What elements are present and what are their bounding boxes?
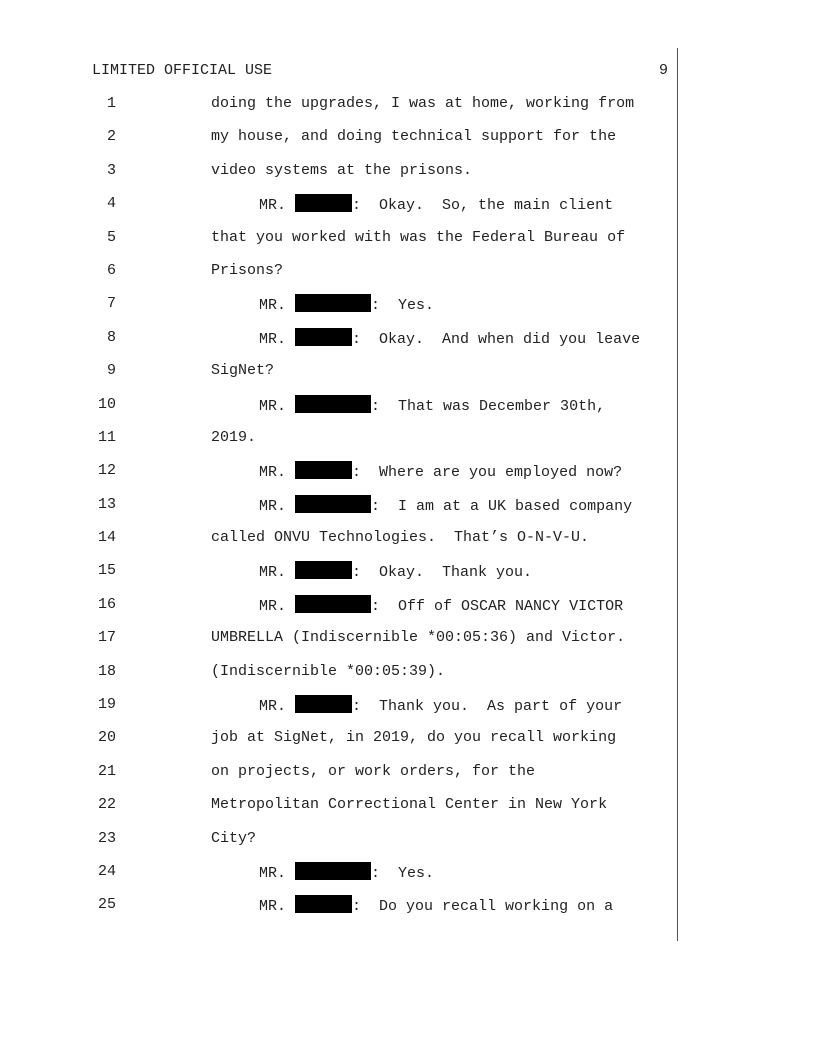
line-text: Metropolitan Correctional Center in New York [211,796,608,814]
line-number: 15 [97,562,116,580]
redaction-block [295,695,352,713]
speaker-title: MR. [259,898,287,916]
transcript-body [0,94,700,929]
line-text: video systems at the prisons. [211,161,473,179]
speaker-line [259,461,622,483]
speaker-title: MR. [259,330,287,348]
transcript-line [0,762,700,795]
line-text: job at SigNet, in 2019, do you recall working [211,729,617,747]
transcript-line [0,662,700,695]
redaction-block [295,495,371,513]
redaction-block [295,328,352,346]
line-number: 4 [106,195,116,213]
line-text: : Okay. So, the main client [352,197,614,215]
line-number: 21 [97,762,116,780]
line-number: 22 [97,796,116,814]
line-number: 9 [106,362,116,380]
speaker-title: MR. [259,864,287,882]
speaker-line [259,495,632,517]
speaker-line [259,194,613,216]
transcript-line [0,94,700,127]
line-text: : Yes. [371,297,435,315]
line-text: : Off of OSCAR NANCY VICTOR [371,597,624,615]
transcript-line [0,862,700,895]
line-text: : Thank you. As part of your [352,698,623,716]
redaction-block [295,461,352,479]
line-text: : I am at a UK based company [371,497,633,515]
speaker-line [259,695,622,717]
line-number: 12 [97,462,116,480]
transcript-line [0,795,700,828]
speaker-line [259,395,605,417]
redaction-block [295,895,352,913]
speaker-title: MR. [259,197,287,215]
speaker-title: MR. [259,397,287,415]
speaker-line [259,328,640,350]
page-header [92,61,668,81]
line-number: 25 [97,896,116,914]
line-text: : Okay. Thank you. [352,564,533,582]
line-text: : That was December 30th, [371,397,606,415]
redaction-block [295,194,352,212]
transcript-line [0,495,700,528]
speaker-title: MR. [259,497,287,515]
line-text: Prisons? [211,261,284,279]
line-number: 10 [97,395,116,413]
line-text: SigNet? [211,362,275,380]
speaker-line [259,862,434,884]
line-text: : Do you recall working on a [352,898,614,916]
line-number: 24 [97,862,116,880]
line-number: 6 [106,261,116,279]
transcript-line [0,194,700,227]
redaction-block [295,595,371,613]
transcript-line [0,161,700,194]
line-number: 5 [106,228,116,246]
transcript-line [0,127,700,160]
transcript-line [0,461,700,494]
speaker-line [259,294,434,316]
redaction-block [295,862,371,880]
transcript-line [0,261,700,294]
line-number: 19 [97,696,116,714]
line-number: 17 [97,629,116,647]
transcript-line [0,695,700,728]
transcript-line [0,561,700,594]
line-text: City? [211,829,257,847]
transcript-line [0,228,700,261]
redaction-block [295,561,352,579]
line-text: : Where are you employed now? [352,464,623,482]
line-text: doing the upgrades, I was at home, working from [211,95,635,112]
speaker-title: MR. [259,597,287,615]
line-number: 20 [97,729,116,747]
speaker-title: MR. [259,464,287,482]
line-number: 3 [106,161,116,179]
transcript-line [0,361,700,394]
line-text: my house, and doing technical support for the [211,128,617,146]
line-text: (Indiscernible *00:05:39). [211,662,446,680]
line-text: : Yes. [371,864,435,882]
line-number: 14 [97,529,116,547]
line-number: 1 [106,95,116,112]
page-number: 9 [658,62,668,79]
speaker-title: MR. [259,564,287,582]
transcript-line [0,829,700,862]
line-number: 13 [97,495,116,513]
line-number: 2 [106,128,116,146]
transcript-line [0,328,700,361]
speaker-line [259,561,532,583]
transcript-line [0,628,700,661]
line-number: 8 [106,328,116,346]
transcript-line [0,395,700,428]
line-text: on projects, or work orders, for the [211,762,536,780]
line-number: 18 [97,662,116,680]
transcript-line [0,895,700,928]
line-number: 11 [97,428,116,446]
speaker-line [259,895,613,917]
line-text: UMBRELLA (Indiscernible *00:05:36) and Victor. [211,629,626,647]
transcript-line [0,728,700,761]
speaker-title: MR. [259,698,287,716]
line-text: 2019. [211,428,257,446]
line-text: : Okay. And when did you leave [352,330,641,348]
transcript-line [0,294,700,327]
line-text: called ONVU Technologies. That’s O-N-V-U. [211,529,590,547]
speaker-line [259,595,623,617]
transcript-line [0,528,700,561]
transcript-line [0,595,700,628]
redaction-block [295,395,371,413]
line-number: 23 [97,829,116,847]
transcript-line [0,428,700,461]
classification-marking: LIMITED OFFICIAL USE [92,62,273,79]
line-number: 7 [106,295,116,313]
speaker-title: MR. [259,297,287,315]
redaction-block [295,294,371,312]
line-number: 16 [97,595,116,613]
line-text: that you worked with was the Federal Bureau of [211,228,626,246]
